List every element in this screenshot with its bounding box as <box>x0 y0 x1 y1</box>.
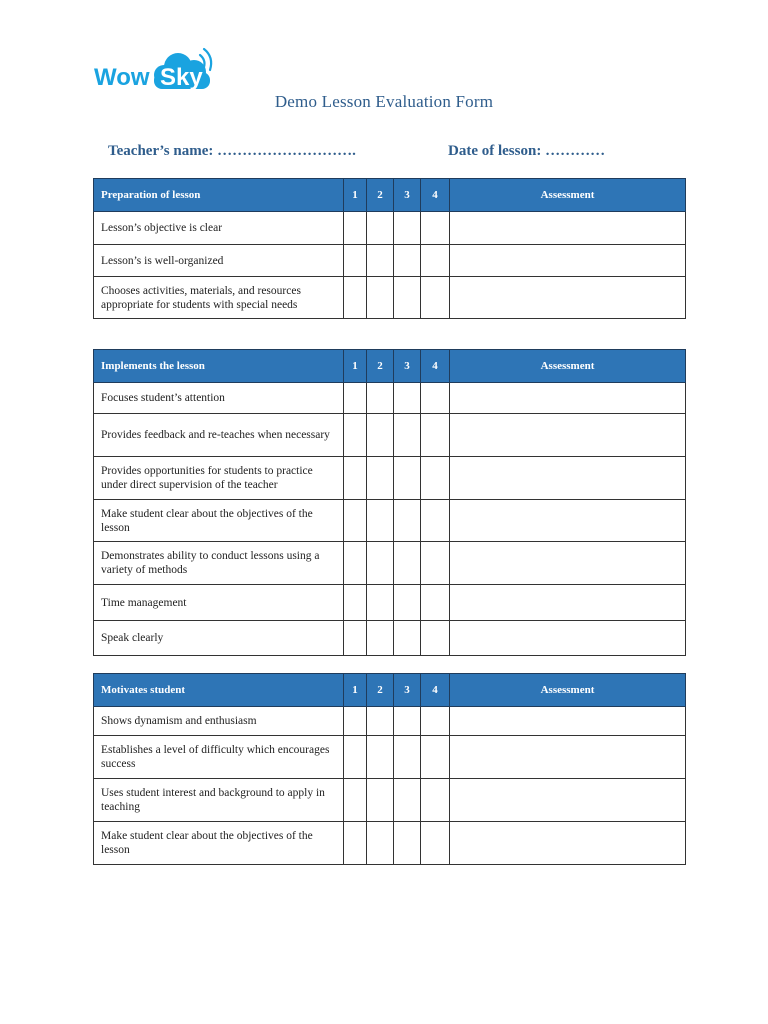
table-row <box>94 779 686 822</box>
section-heading: Preparation of lesson <box>94 179 344 212</box>
score-cell-3[interactable] <box>394 779 421 822</box>
score-header-1: 1 <box>344 179 367 212</box>
score-cell-4[interactable] <box>421 277 450 319</box>
assessment-cell[interactable] <box>450 277 686 319</box>
score-cell-3[interactable] <box>394 414 421 457</box>
teacher-name-line: Teacher’s name: ………………………. <box>108 143 356 159</box>
score-cell-2[interactable] <box>367 707 394 736</box>
score-cell-4[interactable] <box>421 822 450 865</box>
score-cell-2[interactable] <box>367 542 394 585</box>
assessment-cell[interactable] <box>450 245 686 277</box>
assessment-cell[interactable] <box>450 383 686 414</box>
score-cell-1[interactable] <box>344 212 367 245</box>
score-cell-2[interactable] <box>367 779 394 822</box>
assessment-cell[interactable] <box>450 585 686 621</box>
table-row <box>94 585 686 621</box>
criterion-label: Provides feedback and re-teaches when necessary <box>94 414 344 457</box>
score-cell-4[interactable] <box>421 736 450 779</box>
section-heading: Implements the lesson <box>94 350 344 383</box>
score-cell-4[interactable] <box>421 779 450 822</box>
score-header-3: 3 <box>394 674 421 707</box>
score-cell-1[interactable] <box>344 736 367 779</box>
section-heading: Motivates student <box>94 674 344 707</box>
score-cell-2[interactable] <box>367 277 394 319</box>
score-cell-4[interactable] <box>421 500 450 542</box>
table-header-row <box>94 350 686 383</box>
score-cell-1[interactable] <box>344 822 367 865</box>
assessment-cell[interactable] <box>450 822 686 865</box>
score-cell-4[interactable] <box>421 621 450 656</box>
score-cell-4[interactable] <box>421 383 450 414</box>
table-header-row <box>94 179 686 212</box>
score-header-2: 2 <box>367 674 394 707</box>
motivation-table <box>93 673 686 865</box>
score-cell-3[interactable] <box>394 621 421 656</box>
table-row <box>94 277 686 319</box>
assessment-header: Assessment <box>450 350 686 383</box>
score-header-2: 2 <box>367 179 394 212</box>
assessment-cell[interactable] <box>450 621 686 656</box>
table-row <box>94 736 686 779</box>
score-cell-2[interactable] <box>367 212 394 245</box>
assessment-cell[interactable] <box>450 414 686 457</box>
score-cell-3[interactable] <box>394 212 421 245</box>
score-cell-3[interactable] <box>394 822 421 865</box>
criterion-label: Make student clear about the objectives of the lesson <box>94 822 344 865</box>
score-cell-2[interactable] <box>367 621 394 656</box>
score-cell-1[interactable] <box>344 457 367 500</box>
criterion-label: Time management <box>94 585 344 621</box>
score-header-1: 1 <box>344 350 367 383</box>
score-cell-3[interactable] <box>394 542 421 585</box>
score-cell-1[interactable] <box>344 707 367 736</box>
score-cell-1[interactable] <box>344 277 367 319</box>
table-row <box>94 245 686 277</box>
assessment-cell[interactable] <box>450 212 686 245</box>
criterion-label: Establishes a level of difficulty which encourages success <box>94 736 344 779</box>
score-header-4: 4 <box>421 179 450 212</box>
score-cell-2[interactable] <box>367 245 394 277</box>
score-header-3: 3 <box>394 350 421 383</box>
assessment-cell[interactable] <box>450 457 686 500</box>
score-cell-4[interactable] <box>421 414 450 457</box>
table-row <box>94 457 686 500</box>
criterion-label: Focuses student’s attention <box>94 383 344 414</box>
criterion-label: Make student clear about the objectives of the lesson <box>94 500 344 542</box>
score-cell-3[interactable] <box>394 707 421 736</box>
table-header-row <box>94 674 686 707</box>
table-row <box>94 707 686 736</box>
score-cell-2[interactable] <box>367 457 394 500</box>
score-cell-1[interactable] <box>344 500 367 542</box>
date-of-lesson-line: Date of lesson: ………… <box>448 143 606 159</box>
score-cell-2[interactable] <box>367 822 394 865</box>
logo-sky-text: Sky <box>160 64 203 91</box>
table-row <box>94 822 686 865</box>
score-cell-4[interactable] <box>421 245 450 277</box>
score-cell-3[interactable] <box>394 245 421 277</box>
assessment-header: Assessment <box>450 674 686 707</box>
assessment-cell[interactable] <box>450 500 686 542</box>
score-cell-2[interactable] <box>367 736 394 779</box>
score-cell-1[interactable] <box>344 245 367 277</box>
criterion-label: Speak clearly <box>94 621 344 656</box>
score-cell-2[interactable] <box>367 414 394 457</box>
score-cell-3[interactable] <box>394 277 421 319</box>
score-cell-1[interactable] <box>344 585 367 621</box>
criterion-label: Uses student interest and background to apply in teaching <box>94 779 344 822</box>
score-cell-3[interactable] <box>394 457 421 500</box>
criterion-label: Lesson’s is well-organized <box>94 245 344 277</box>
table-row <box>94 212 686 245</box>
score-cell-1[interactable] <box>344 414 367 457</box>
score-cell-1[interactable] <box>344 621 367 656</box>
table-row <box>94 414 686 457</box>
logo-wow-text: Wow <box>94 64 150 91</box>
score-header-4: 4 <box>421 350 450 383</box>
score-cell-2[interactable] <box>367 500 394 542</box>
score-header-3: 3 <box>394 179 421 212</box>
assessment-cell[interactable] <box>450 779 686 822</box>
criterion-label: Chooses activities, materials, and resources appropriate for students with special needs <box>94 277 344 319</box>
score-header-1: 1 <box>344 674 367 707</box>
score-cell-3[interactable] <box>394 736 421 779</box>
criterion-label: Lesson’s objective is clear <box>94 212 344 245</box>
table-row <box>94 500 686 542</box>
assessment-cell[interactable] <box>450 736 686 779</box>
score-cell-4[interactable] <box>421 707 450 736</box>
criterion-label: Provides opportunities for students to practice under direct supervision of the teacher <box>94 457 344 500</box>
assessment-cell[interactable] <box>450 542 686 585</box>
score-cell-4[interactable] <box>421 212 450 245</box>
implementation-table <box>93 349 686 656</box>
criterion-label: Shows dynamism and enthusiasm <box>94 707 344 736</box>
score-header-4: 4 <box>421 674 450 707</box>
score-cell-4[interactable] <box>421 542 450 585</box>
preparation-table <box>93 178 686 319</box>
criterion-label: Demonstrates ability to conduct lessons using a variety of methods <box>94 542 344 585</box>
score-cell-2[interactable] <box>367 585 394 621</box>
score-header-2: 2 <box>367 350 394 383</box>
assessment-header: Assessment <box>450 179 686 212</box>
score-cell-3[interactable] <box>394 585 421 621</box>
score-cell-1[interactable] <box>344 542 367 585</box>
score-cell-4[interactable] <box>421 457 450 500</box>
score-cell-3[interactable] <box>394 383 421 414</box>
score-cell-2[interactable] <box>367 383 394 414</box>
table-row <box>94 383 686 414</box>
score-cell-1[interactable] <box>344 779 367 822</box>
assessment-cell[interactable] <box>450 707 686 736</box>
table-row <box>94 621 686 656</box>
score-cell-3[interactable] <box>394 500 421 542</box>
score-cell-1[interactable] <box>344 383 367 414</box>
score-cell-4[interactable] <box>421 585 450 621</box>
form-title: Demo Lesson Evaluation Form <box>274 92 494 111</box>
table-row <box>94 542 686 585</box>
wowsky-logo <box>92 42 222 98</box>
